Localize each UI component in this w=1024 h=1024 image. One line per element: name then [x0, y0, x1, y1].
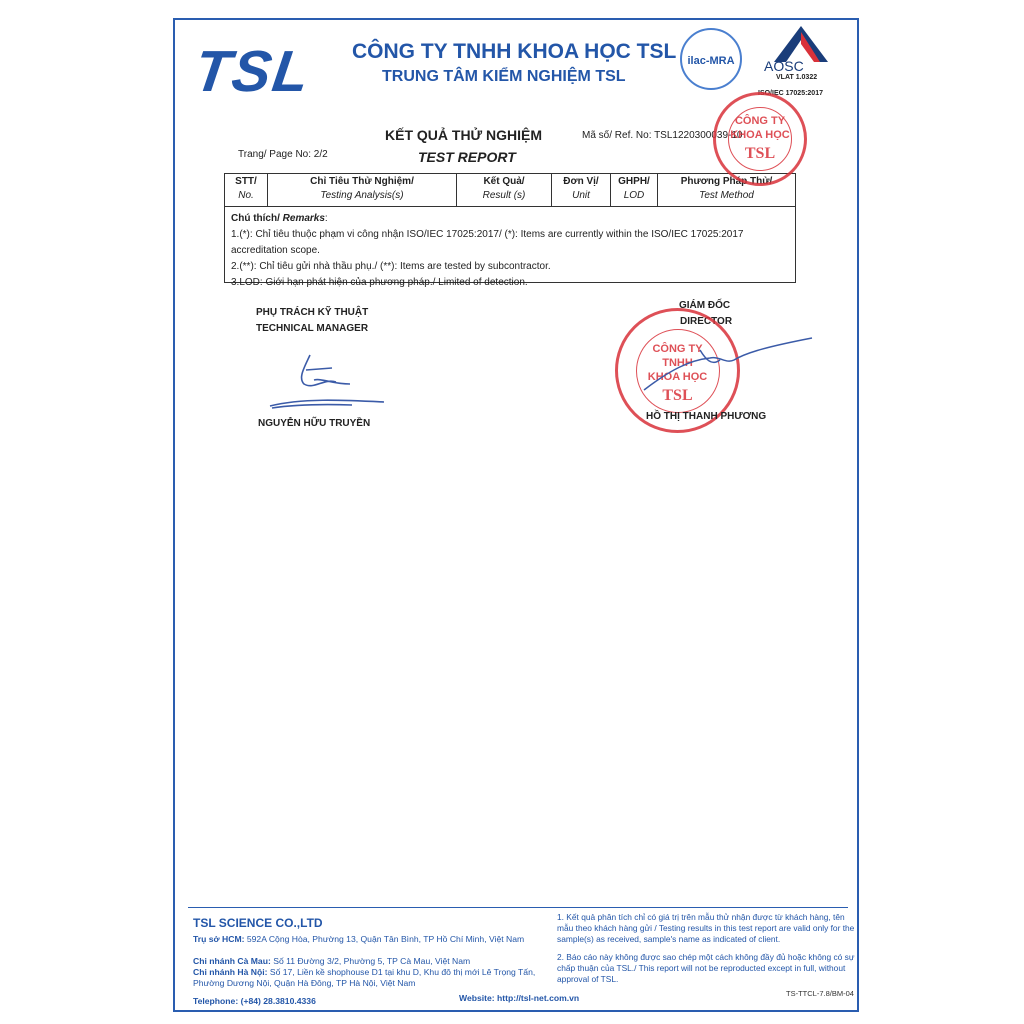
- report-title-vn: KẾT QUẢ THỬ NGHIỆM: [385, 127, 543, 143]
- vlat-code: VLAT 1.0322: [776, 74, 818, 81]
- results-table: [224, 173, 796, 207]
- director-title-en: DIRECTOR: [680, 316, 733, 327]
- tech-manager-title-en: TECHNICAL MANAGER: [256, 323, 369, 334]
- footer-camau: Chi nhánh Cà Mau: Số 11 Đường 3/2, Phường 5, TP Cà Mau, Việt Nam: [193, 956, 471, 966]
- footer-website: Website: http://tsl-net.com.vn: [459, 993, 580, 1003]
- footer-hanoi: Chi nhánh Hà Nội: Số 17, Liền kề shophouse D1 tại khu D, Khu đô thị mới Lê Trọng Tấn, Phường Dương Nội, Quận Hà Đông, TP Hà Nội, Việt Nam: [193, 967, 536, 988]
- aosc-badge: AOSC: [764, 58, 804, 74]
- tsl-logo: TSL: [190, 39, 316, 104]
- footer-hq: Trụ sở HCM: 592A Cộng Hòa, Phường 13, Quận Tân Bình, TP Hồ Chí Minh, Việt Nam: [193, 934, 525, 944]
- remark-1b: accreditation scope.: [231, 245, 320, 256]
- director-signature: [640, 330, 820, 400]
- tech-manager-title-vn: PHỤ TRÁCH KỸ THUẬT: [256, 307, 369, 318]
- table-header-row: [225, 174, 796, 207]
- remark-3: 3.LOD: Giới hạn phát hiện của phương pháp./ Limited of detection.: [231, 277, 528, 288]
- remark-1: 1.(*): Chỉ tiêu thuộc phạm vi công nhận ISO/IEC 17025:2017/ (*): Items are currently within the ISO/IEC 17025:2017: [231, 229, 744, 240]
- footer-company: TSL SCIENCE CO.,LTD: [193, 916, 323, 930]
- tech-manager-name: NGUYỄN HỮU TRUYỀN: [258, 418, 371, 429]
- col-method: Phương Pháp Thử/ Test Method: [658, 174, 796, 207]
- footer-note-1: 1. Kết quả phân tích chỉ có giá trị trên mẫu thử nhận được từ khách hàng, tên mẫu theo khách hàng gửi / Testing results in this test report are valid only for the sample(s) as received, sample's name as indicated of client.: [557, 912, 855, 944]
- tech-manager-signature: [262, 350, 392, 415]
- iso-accreditation: ISO/IEC 17025:2017: [758, 90, 823, 97]
- col-lod: GHPH/ LOD: [611, 174, 658, 207]
- remark-2: 2.(**): Chỉ tiêu gửi nhà thầu phụ./ (**): Items are tested by subcontractor.: [231, 261, 551, 272]
- remarks-header: Chú thích/ Remarks:: [231, 213, 328, 224]
- col-unit: Đơn Vị/ Unit: [552, 174, 611, 207]
- company-name: CÔNG TY TNHH KHOA HỌC TSL: [352, 40, 677, 63]
- company-stamp-director: CÔNG TY TNHH KHOA HỌC TSL: [615, 308, 740, 433]
- footer-note-2: 2. Báo cáo này không được sao chép một cách không đầy đủ hoặc không có sự chấp thuận của TSL./ This report will not be reproducted except in full, without approval of TSL.: [557, 952, 855, 984]
- col-result: Kết Quả/ Result (s): [457, 174, 552, 207]
- report-title-en: TEST REPORT: [418, 149, 516, 165]
- remarks-box: [224, 206, 796, 288]
- company-stamp-top: CÔNG TY KHOA HỌC TSL: [713, 92, 807, 186]
- form-code: TS-TTCL-7.8/BM-04: [786, 989, 854, 998]
- director-title-vn: GIÁM ĐỐC: [679, 300, 731, 311]
- ilac-mra-badge: ilac-MRA: [680, 28, 742, 90]
- footer-phone: Telephone: (+84) 28.3810.4336: [193, 996, 316, 1006]
- footer-divider: [188, 907, 848, 908]
- col-no: STT/ No.: [225, 174, 268, 207]
- ref-number: Mã số/ Ref. No: TSL1220300039-10: [582, 130, 743, 141]
- page-number: Trang/ Page No: 2/2: [238, 149, 328, 160]
- col-analysis: Chỉ Tiêu Thử Nghiệm/ Testing Analysis(s): [268, 174, 457, 207]
- director-name: HỒ THỊ THANH PHƯƠNG: [646, 411, 767, 422]
- center-name: TRUNG TÂM KIỂM NGHIỆM TSL: [382, 68, 626, 85]
